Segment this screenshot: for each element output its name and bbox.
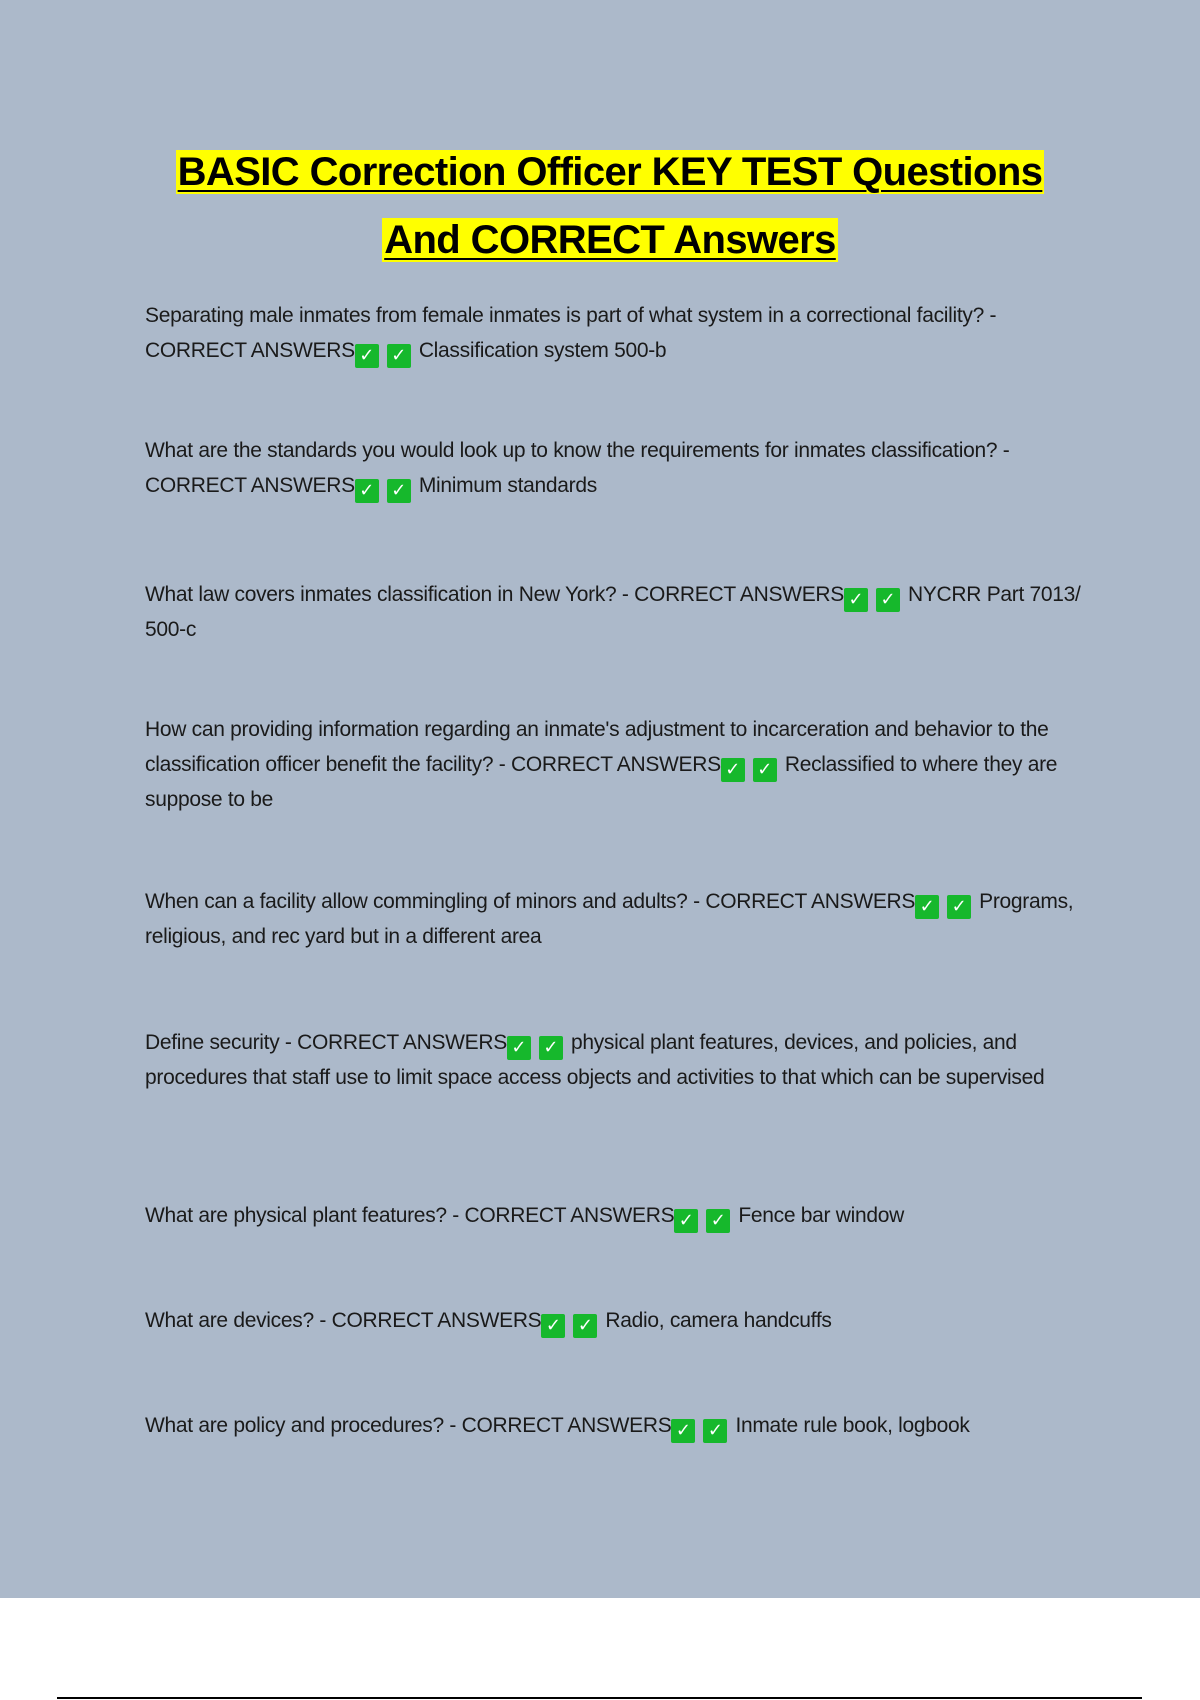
checkmark-icon: ✓	[876, 588, 900, 612]
qa-item	[145, 1408, 1090, 1443]
question-text: Define security - CORRECT ANSWERS	[145, 1031, 507, 1054]
answer-text: Classification system 500-b	[418, 339, 667, 362]
question-text: Separating male inmates from female inmates is part of what system in a correctional facility? - CORRECT ANSWERS	[145, 304, 997, 362]
question-text: How can providing information regarding an inmate's adjustment to incarceration and behavior to the classification officer benefit the facility? - CORRECT ANSWERS	[145, 718, 1049, 776]
checkmark-icon: ✓	[355, 344, 379, 368]
question-text: What are devices? - CORRECT ANSWERS	[145, 1309, 542, 1332]
qa-item	[145, 712, 1090, 817]
qa-item	[145, 884, 1090, 954]
qa-item	[145, 433, 1090, 503]
checkmark-icon: ✓	[573, 1314, 597, 1338]
qa-item	[145, 1025, 1090, 1095]
checkmark-icon: ✓	[539, 1036, 563, 1060]
question-text: What are physical plant features? - CORRECT ANSWERS	[145, 1204, 675, 1227]
answer-text: Minimum standards	[418, 474, 597, 497]
checkmark-icon: ✓	[915, 895, 939, 919]
qa-item	[145, 1303, 1090, 1338]
checkmark-icon: ✓	[387, 479, 411, 503]
footer-divider	[57, 1697, 1142, 1699]
checkmark-icon: ✓	[721, 758, 745, 782]
checkmark-icon: ✓	[671, 1419, 695, 1443]
question-text: When can a facility allow commingling of minors and adults? - CORRECT ANSWERS	[145, 890, 916, 913]
title-line-1: BASIC Correction Officer KEY TEST Questions	[177, 150, 1043, 194]
answer-text: NYCRR Part 7013/ 500-c	[145, 583, 1081, 641]
checkmark-icon: ✓	[355, 479, 379, 503]
checkmark-icon: ✓	[753, 758, 777, 782]
checkmark-icon: ✓	[541, 1314, 565, 1338]
answer-text: Programs, religious, and rec yard but in a different area	[145, 890, 1074, 948]
checkmark-icon: ✓	[844, 588, 868, 612]
checkmark-icon: ✓	[674, 1209, 698, 1233]
checkmark-icon: ✓	[387, 344, 411, 368]
checkmark-icon: ✓	[706, 1209, 730, 1233]
qa-item	[145, 298, 1090, 368]
document-title	[60, 138, 1160, 274]
answer-text: physical plant features, devices, and policies, and procedures that staff use to limit space access objects and activities to that which can be supervised	[145, 1031, 1045, 1089]
answer-text: Inmate rule book, logbook	[735, 1414, 970, 1437]
question-text: What are the standards you would look up to know the requirements for inmates classification? - CORRECT ANSWERS	[145, 439, 1010, 497]
title-line-2: And CORRECT Answers	[384, 218, 836, 262]
checkmark-icon: ✓	[947, 895, 971, 919]
answer-text: Radio, camera handcuffs	[605, 1309, 832, 1332]
checkmark-icon: ✓	[507, 1036, 531, 1060]
qa-item	[145, 1198, 1090, 1233]
question-text: What law covers inmates classification in New York? - CORRECT ANSWERS	[145, 583, 844, 606]
question-text: What are policy and procedures? - CORRECT ANSWERS	[145, 1414, 672, 1437]
qa-item	[145, 577, 1090, 647]
answer-text: Fence bar window	[738, 1204, 904, 1227]
checkmark-icon: ✓	[703, 1419, 727, 1443]
answer-text: Reclassified to where they are suppose to be	[145, 753, 1058, 811]
